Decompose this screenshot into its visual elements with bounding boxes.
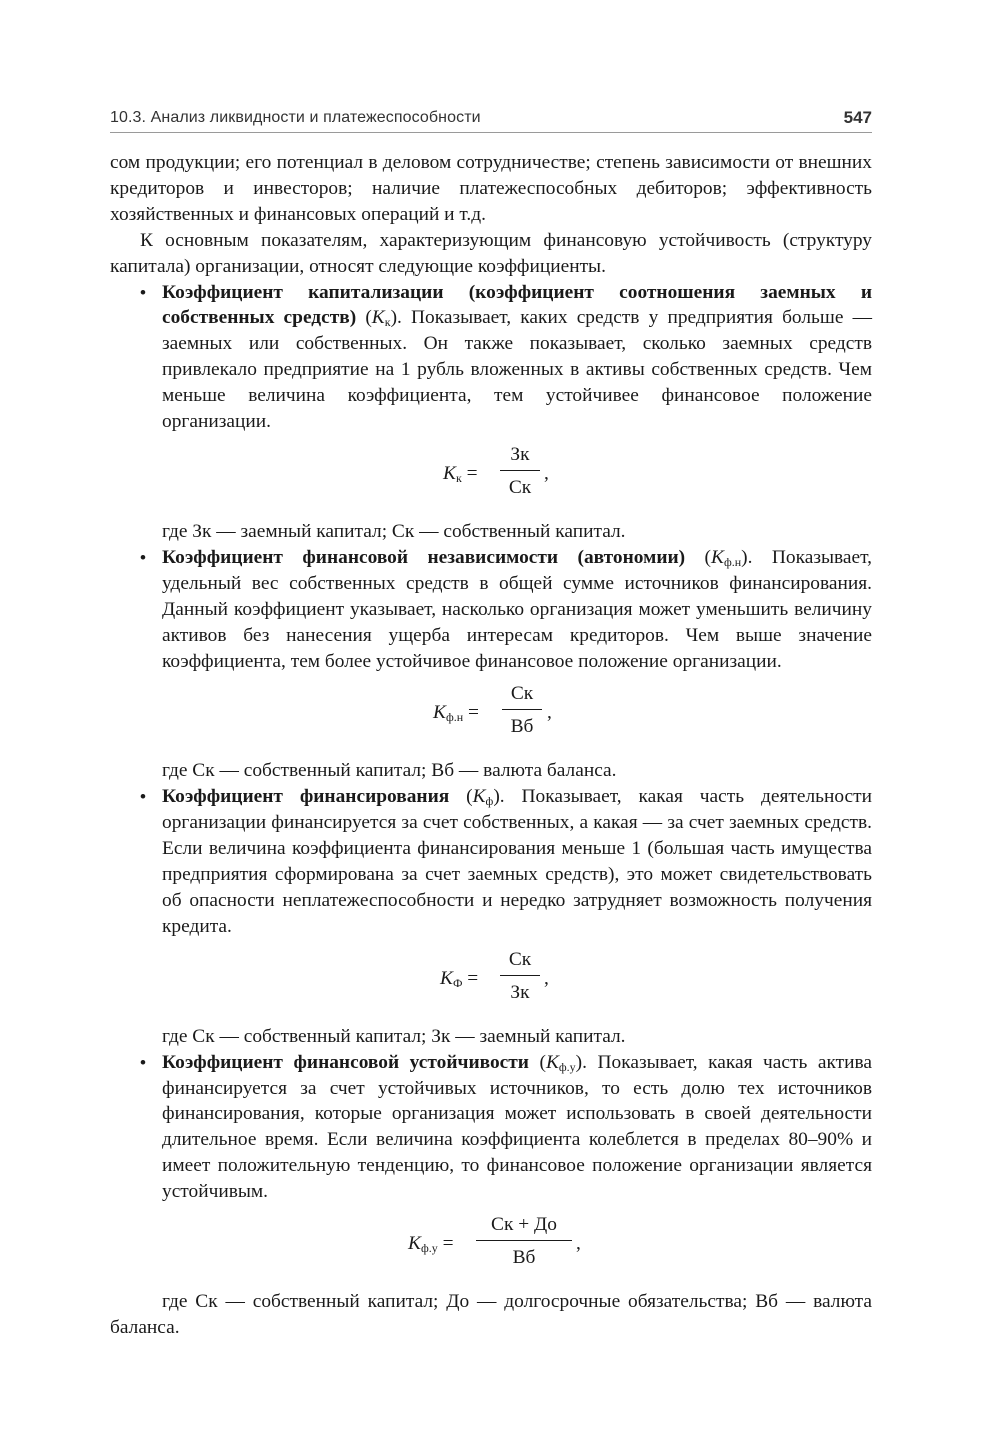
fraction-bar: [476, 1240, 572, 1241]
bullet-icon: •: [140, 547, 146, 567]
section-title: 10.3. Анализ ликвидности и платежеспособности: [110, 109, 481, 126]
formula-lhs: $K_Ф$ =: [440, 967, 479, 990]
fraction-numerator: Зк: [510, 443, 530, 465]
formula-fraction: [502, 680, 542, 740]
formula: [110, 1211, 872, 1283]
formula-legend: где Ск — собственный капитал; Зк — заемный капитал.: [162, 1025, 626, 1047]
formula-comma: ,: [544, 967, 549, 989]
fraction-numerator: Ск + До: [491, 1214, 557, 1236]
list-item: • Коэффициент финансовой независимости (автономии) $(K_{ф.н})$. Показывает, удельный вес собственных средств в общей сумме источников финансирования. Данный коэффициент указывает, насколько организация может уменьшить величину активов без нанесения ущерба интересам кредиторов. Чем выше значение коэффициента, тем более устойчивое финансовое положение организации.: [140, 546, 872, 672]
term-description: Показывает, какая часть деятельности организации финансируется за счет собственных, а какая — за счет заемных средств. Если величина коэффициента финансирования меньше 1 (большая часть имущества предприятия сформирована за счет заемных средств), это может свидетельствовать об опасности неплатежеспособности и нередко затрудняет возможность получения кредита.: [162, 786, 872, 937]
formula-fraction: [476, 1211, 572, 1271]
fraction-bar: [500, 975, 540, 976]
body-text: [110, 150, 872, 1341]
formula-legend: где Зк — заемный капитал; Ск — собственный капитал.: [162, 520, 626, 542]
formula-fraction: [500, 946, 540, 1006]
term-symbol: K: [472, 786, 486, 808]
running-header: [110, 106, 872, 133]
bullet-icon: •: [140, 787, 146, 807]
formula-lhs: $K_{ф.н}$ =: [433, 702, 479, 725]
term-symbol: K: [371, 307, 385, 329]
term-description: Показывает, каких средств у предприятия больше — заемных или собственных. Он также показывает, сколько заемных средств привлекало предприятие на 1 рубль вложенных в активы собственных средств. Чем меньше величина коэффициента, тем устойчивее финансовое положение организации.: [162, 307, 872, 433]
fraction-denominator: Вб: [510, 716, 534, 738]
fraction-numerator: Ск: [510, 683, 534, 705]
list-item: • Коэффициент финансирования $(K_ф)$. Показывает, какая часть деятельности организации финансируется за счет собственных, а какая — за счет заемных средств. Если величина коэффициента финансирования меньше 1 (большая часть имущества предприятия сформирована за счет заемных средств), это может свидетельствовать об опасности неплатежеспособности и нередко затрудняет возможность получения кредита.: [140, 786, 872, 937]
formula: [110, 946, 872, 1018]
fraction-denominator: Ск: [508, 476, 532, 498]
list-item: • Коэффициент капитализации (коэффициент соотношения заемных и собственных средств) $(K_к)$. Показывает, каких средств у предприятия больше — заемных или собственных. Он также показывает, сколько заемных средств привлекало предприятие на 1 рубль вложенных в активы собственных средств. Чем меньше величина коэффициента, тем устойчивее финансовое положение организации.: [140, 281, 872, 433]
term-symbol-sub: к: [384, 315, 391, 330]
formula-fraction: [500, 441, 540, 501]
term-symbol-sub: ф: [485, 794, 494, 809]
term-symbol-sub: ф.н: [723, 554, 742, 569]
term-title: Коэффициент капитализации (коэффициент соотношения заемных и собственных средств): [162, 281, 872, 329]
page-number: 547: [843, 108, 872, 127]
term-title: Коэффициент финансирования: [162, 786, 450, 808]
fraction-bar: [500, 470, 540, 471]
bullet-icon: •: [140, 282, 146, 302]
term-title: Коэффициент финансовой устойчивости: [162, 1051, 529, 1073]
list-item: • Коэффициент финансовой устойчивости $(K_{ф.у})$. Показывает, какая часть актива финансируется за счет устойчивых источников, то есть долю тех источников финансирования, которые организация может использовать в своей деятельности длительное время. Если величина коэффициента колеблется в пределах 80–90% и имеет положительную тенденцию, то финансовое положение организации является устойчивым.: [140, 1051, 873, 1203]
formula: [110, 680, 872, 752]
term-description: Показывает, удельный вес собственных средств в общей сумме источников финансирования. Данный коэффициент указывает, насколько организация может уменьшить величину активов без нанесения ущерба интересам кредиторов. Чем выше значение коэффициента, тем более устойчивое финансовое положение организации.: [162, 546, 872, 672]
formula-lhs: $K_{ф.у}$ =: [408, 1233, 454, 1256]
term-symbol-sub: ф.у: [558, 1059, 576, 1074]
bullet-icon: •: [140, 1052, 146, 1072]
formula-comma: ,: [576, 1233, 581, 1255]
formula-comma: ,: [544, 462, 549, 484]
formula-legend: где Ск — собственный капитал; До — долгосрочные обязательства; Вб — валюта баланса.: [110, 1291, 872, 1338]
formula-comma: ,: [547, 702, 552, 724]
fraction-denominator: Вб: [512, 1247, 536, 1269]
formula: [110, 441, 872, 513]
fraction-bar: [502, 709, 542, 710]
formula-legend: где Ск — собственный капитал; Вб — валюта баланса.: [162, 760, 617, 782]
continuation-paragraph: сом продукции; его потенциал в деловом сотрудничестве; степень зависимости от внешних кредиторов и инвесторов; наличие платежеспособных дебиторов; эффективность хозяйственных и финансовых операций и т.д.: [110, 152, 872, 225]
term-title: Коэффициент финансовой независимости (автономии): [162, 546, 686, 568]
fraction-numerator: Ск: [508, 948, 532, 970]
term-symbol: K: [711, 546, 724, 568]
term-description: Показывает, какая часть актива финансируется за счет устойчивых источников, то есть долю тех источников финансирования, которые организация может использовать в своей деятельности длительное время. Если величина коэффициента колеблется в пределах 80–90% и имеет положительную тенденцию, то финансовое положение организации является устойчивым.: [162, 1051, 873, 1203]
fraction-denominator: Зк: [510, 981, 530, 1003]
lead-paragraph: К основным показателям, характеризующим финансовую устойчивость (структуру капитала) организации, относят следующие коэффициенты.: [110, 229, 872, 277]
formula-lhs: $K_к$ =: [443, 462, 478, 485]
term-symbol: K: [545, 1051, 559, 1073]
